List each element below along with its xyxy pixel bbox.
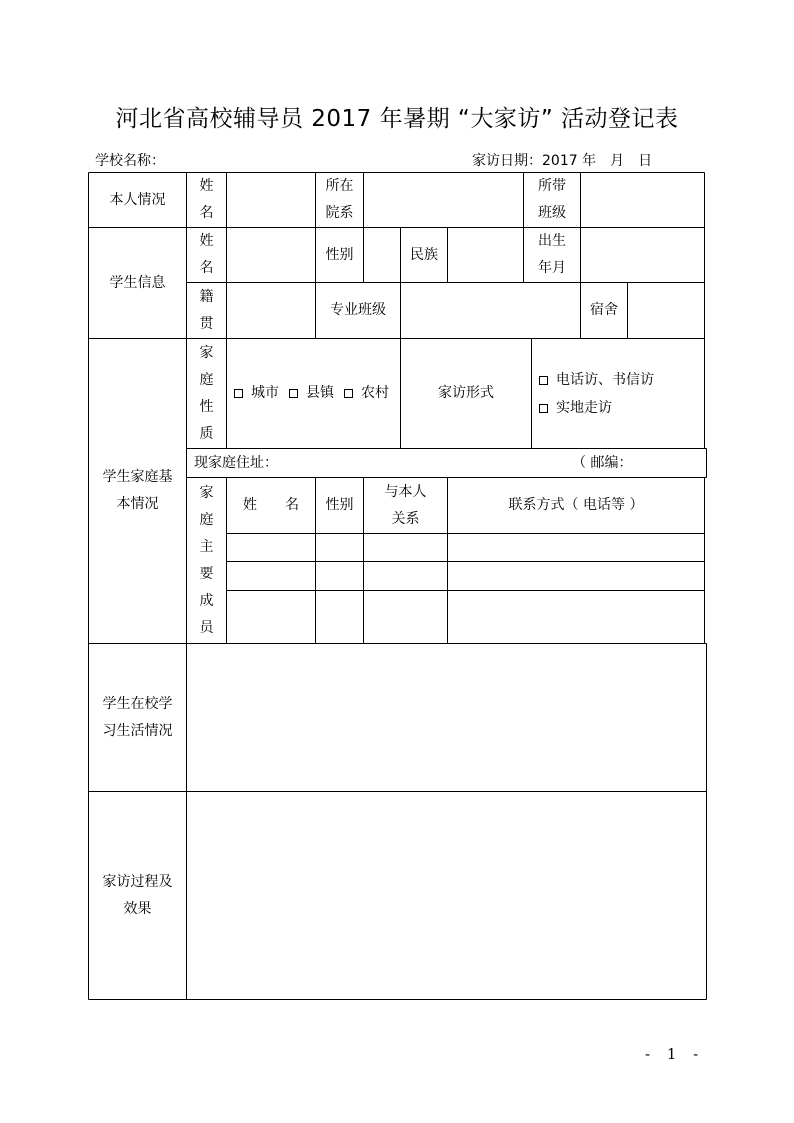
school-name-label: 学校名称：	[95, 153, 165, 169]
checkbox-icon[interactable]	[539, 404, 548, 413]
family-address-label: 现家庭住址：	[194, 455, 278, 471]
student-gender-value[interactable]	[364, 228, 400, 282]
members-col-relation: 与本人 关系	[384, 483, 427, 527]
self-class-label: 所带 班级	[538, 178, 566, 221]
student-name-label: 姓名	[199, 233, 214, 276]
checkbox-icon[interactable]	[289, 389, 298, 398]
student-section-label: 学生信息	[109, 274, 166, 291]
family-nature-options	[227, 339, 400, 448]
page-number: - 1 -	[645, 1045, 705, 1063]
student-origin-value[interactable]	[227, 283, 315, 338]
visit-date-year: 2017 年	[542, 153, 597, 169]
members-col-name: 姓 名	[243, 497, 299, 513]
student-birth-value[interactable]	[581, 228, 704, 282]
family-nature-label: 家庭性质	[199, 344, 214, 442]
student-major-value[interactable]	[401, 283, 580, 338]
study-life-label: 学生在校学 习生活情况	[102, 695, 173, 739]
student-origin-label: 籍贯	[199, 288, 214, 332]
self-college-value[interactable]	[364, 173, 523, 227]
self-section-label: 本人情况	[109, 191, 166, 208]
postcode-label: （ 邮编：	[572, 455, 633, 471]
visit-option-phone-letter[interactable]: 电话访、书信访	[539, 366, 704, 394]
visit-date-month: 月	[610, 153, 625, 169]
self-name-value[interactable]	[227, 173, 315, 227]
checkbox-icon[interactable]	[539, 376, 548, 385]
visit-date-label: 家访日期：	[472, 153, 542, 169]
nature-option-city[interactable]: 城市	[234, 380, 279, 407]
form-title: 河北省高校辅导员 2017 年暑期 “大家访” 活动登记表	[115, 106, 679, 132]
visit-date-day: 日	[638, 153, 653, 169]
self-class-value[interactable]	[581, 173, 704, 227]
visit-form-label: 家访形式	[438, 385, 494, 401]
nature-option-county[interactable]: 县镇	[289, 380, 334, 407]
student-ethnicity-value[interactable]	[448, 228, 523, 282]
student-dorm-value[interactable]	[628, 283, 704, 338]
family-section-label: 学生家庭基 本情况	[102, 469, 173, 512]
checkbox-icon[interactable]	[234, 389, 243, 398]
student-dorm-label: 宿舍	[590, 302, 618, 318]
student-name-value[interactable]	[227, 228, 315, 282]
nature-option-rural[interactable]: 农村	[344, 380, 389, 407]
checkbox-icon[interactable]	[344, 389, 353, 398]
student-gender-label: 性别	[325, 246, 354, 263]
members-col-gender: 性别	[325, 497, 354, 513]
student-birth-label: 出生 年月	[538, 233, 566, 276]
self-college-label: 所在 院系	[325, 178, 354, 221]
visit-process-value[interactable]	[187, 792, 706, 999]
student-major-label: 专业班级	[330, 302, 386, 318]
family-members-label: 家庭主要成员	[199, 484, 214, 636]
study-life-value[interactable]	[187, 644, 706, 791]
visit-process-label: 家访过程及 效果	[102, 873, 173, 917]
student-ethnicity-label: 民族	[410, 246, 438, 263]
members-col-contact: 联系方式（ 电话等 ）	[508, 497, 644, 513]
visit-form-options	[532, 366, 704, 426]
self-name-label: 姓名	[199, 178, 214, 221]
visit-option-onsite[interactable]: 实地走访	[539, 394, 704, 422]
